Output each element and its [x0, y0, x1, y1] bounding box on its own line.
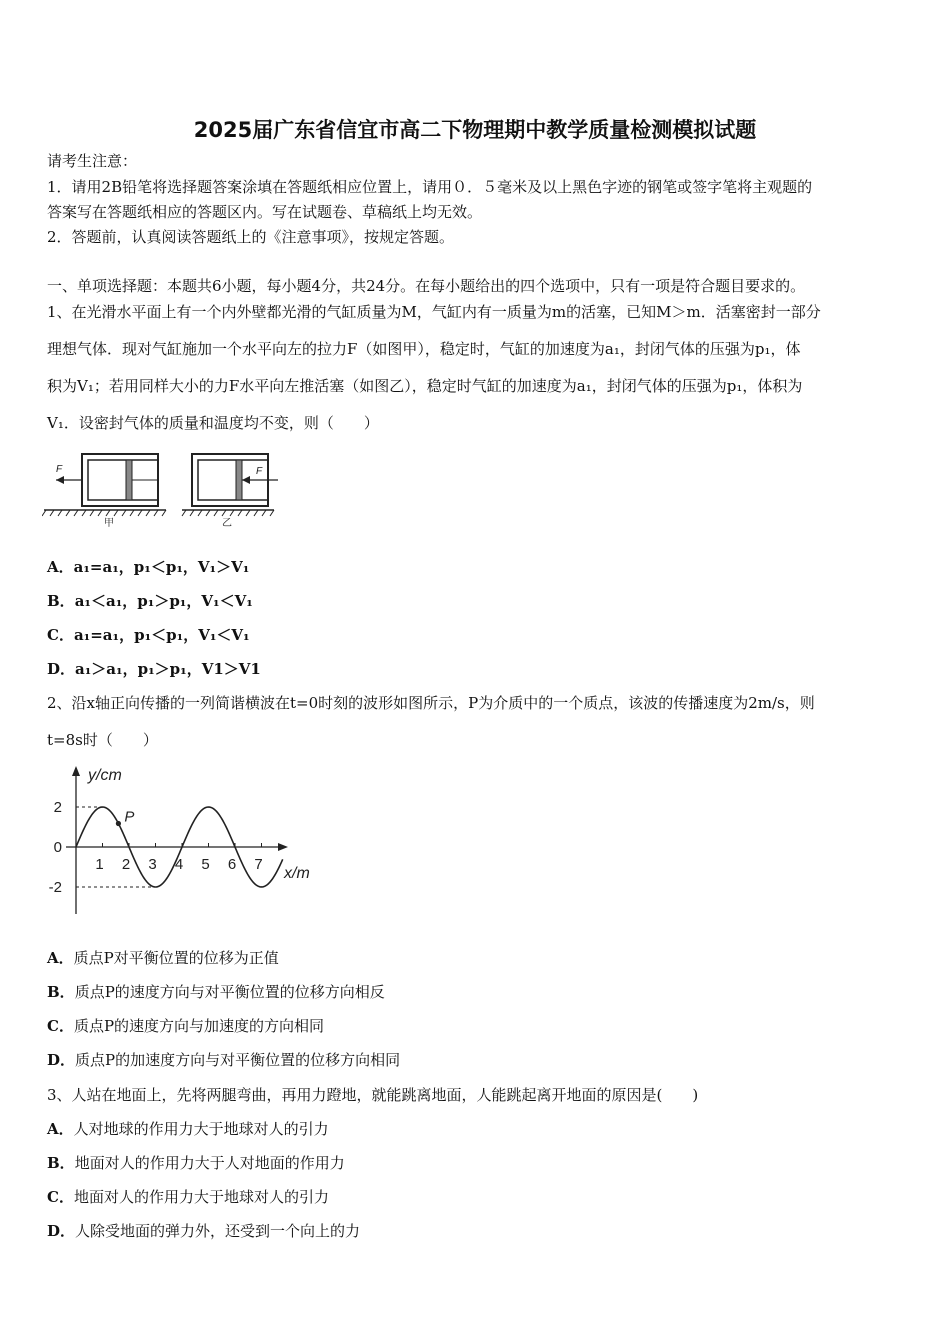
option-text: 地面对人的作用力大于地球对人的引力: [73, 1188, 329, 1206]
option-label: C．: [47, 1188, 74, 1206]
force-label-left: F: [56, 464, 63, 475]
q1-option-d[interactable]: [47, 659, 261, 679]
option-label: A．: [47, 1120, 74, 1138]
y-tick-label: -2: [48, 879, 62, 896]
option-text: 人对地球的作用力大于地球对人的引力: [73, 1120, 329, 1138]
page-title: 2025届广东省信宜市高二下物理期中教学质量检测模拟试题: [193, 118, 757, 142]
option-label: D．: [47, 660, 76, 678]
q1-option-a[interactable]: [47, 557, 249, 577]
option-label: C．: [47, 1017, 74, 1035]
cylinder-right: [182, 454, 278, 529]
option-label: B．: [47, 983, 75, 1001]
q2-option-a[interactable]: [47, 948, 279, 968]
y-tick-label: 2: [53, 799, 62, 816]
q2-line-2: t=8s时（ ）: [47, 731, 158, 749]
option-label: B．: [47, 592, 75, 610]
option-label: D．: [47, 1051, 76, 1069]
point-p-marker: [116, 821, 121, 826]
q3-line-1: 3、人站在地面上，先将两腿弯曲，再用力蹬地，就能跳离地面，人能跳起离开地面的原因是( ): [47, 1086, 699, 1104]
option-label: D．: [47, 1222, 76, 1240]
q2-option-d[interactable]: [47, 1050, 400, 1070]
q3-option-a[interactable]: [47, 1119, 329, 1139]
y-tick-label: 0: [53, 839, 62, 856]
notice-heading: 请考生注意：: [47, 152, 138, 170]
option-text: a₁=a₁，p₁＜p₁，V₁＜V₁: [73, 626, 250, 644]
x-tick-label: 7: [254, 856, 263, 873]
option-text: 质点P的速度方向与对平衡位置的位移方向相反: [74, 983, 385, 1001]
option-label: C．: [47, 626, 74, 644]
option-label: A．: [47, 949, 74, 967]
q3-option-d[interactable]: [47, 1221, 360, 1241]
q3-option-c[interactable]: [47, 1187, 329, 1207]
q1-line-3: 积为V₁；若用同样大小的力F水平向左推活塞（如图乙），稳定时气缸的加速度为a₁，封闭气体的压强为p₁，体积为: [47, 377, 803, 395]
option-text: 质点P对平衡位置的位移为正值: [73, 949, 279, 967]
option-text: 质点P的加速度方向与对平衡位置的位移方向相同: [75, 1051, 401, 1069]
q2-option-c[interactable]: [47, 1016, 324, 1036]
q2-option-b[interactable]: [47, 982, 385, 1002]
q1-figure: [42, 448, 282, 530]
q1-option-c[interactable]: [47, 625, 250, 645]
x-axis-label: x/m: [284, 865, 310, 882]
figure-label-left: 甲: [104, 518, 114, 529]
option-text: a₁＜a₁，p₁＞p₁，V₁＜V₁: [74, 592, 253, 610]
option-text: 质点P的速度方向与加速度的方向相同: [73, 1017, 325, 1035]
q1-line-4: V₁．设密封气体的质量和温度均不变，则（ ）: [47, 414, 379, 432]
notice-line-3: 2．答题前，认真阅读答题纸上的《注意事项》，按规定答题。: [47, 228, 455, 246]
option-text: 人除受地面的弹力外，还受到一个向上的力: [75, 1222, 361, 1240]
y-axis-label: y/cm: [88, 767, 122, 784]
notice-line-2: 答案写在答题纸相应的答题区内。写在试题卷、草稿纸上均无效。: [47, 203, 483, 221]
q1-option-b[interactable]: [47, 591, 253, 611]
cylinder-left: [42, 454, 166, 529]
q1-line-1: 1、在光滑水平面上有一个内外壁都光滑的气缸质量为M，气缸内有一质量为m的活塞，已知M＞m．活塞密封一部分: [47, 303, 821, 321]
q3-option-b[interactable]: [47, 1153, 345, 1173]
y-axis-arrow: [72, 766, 80, 776]
figure-label-right: 乙: [222, 518, 232, 529]
q2-line-1: 2、沿x轴正向传播的一列简谐横波在t=0时刻的波形如图所示，P为介质中的一个质点，该波的传播速度为2m/s，则: [47, 694, 815, 712]
x-tick-label: 1: [95, 856, 104, 873]
option-text: a₁＞a₁，p₁＞p₁，V1＞V1: [75, 660, 261, 678]
option-text: 地面对人的作用力大于人对地面的作用力: [74, 1154, 345, 1172]
option-label: B．: [47, 1154, 75, 1172]
section-heading: 一、单项选择题：本题共6小题，每小题4分，共24分。在每小题给出的四个选项中，只有一项是符合题目要求的。: [47, 277, 806, 295]
x-tick-label: 4: [174, 856, 184, 873]
x-tick-label: 3: [148, 856, 157, 873]
force-label-right: F: [256, 466, 263, 477]
q1-line-2: 理想气体．现对气缸施加一个水平向左的拉力F（如图甲），稳定时，气缸的加速度为a₁，封闭气体的压强为p₁，体: [47, 340, 801, 358]
x-axis-arrow: [278, 843, 288, 851]
option-text: a₁=a₁，p₁＜p₁，V₁＞V₁: [73, 558, 250, 576]
option-label: A．: [47, 558, 74, 576]
x-tick-label: 6: [227, 856, 237, 873]
x-tick-label: 5: [201, 856, 210, 873]
notice-line-1: 1．请用2B铅笔将选择题答案涂填在答题纸相应位置上，请用０．５毫米及以上黑色字迹的钢笔或签字笔将主观题的: [47, 178, 813, 196]
point-p-label: P: [124, 808, 135, 826]
x-tick-label: 2: [121, 856, 131, 873]
wave-chart: [44, 760, 334, 920]
